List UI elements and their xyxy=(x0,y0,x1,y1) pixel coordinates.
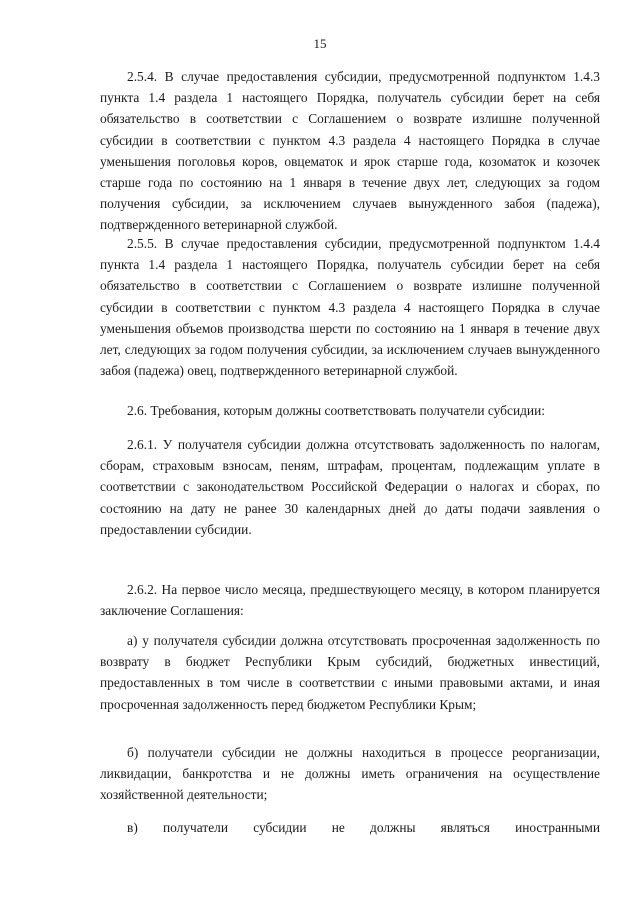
paragraph-2-6: 2.6. Требования, которым должны соответствовать получатели субсидии: xyxy=(127,403,545,418)
paragraph-2-5-5: 2.5.5. В случае предоставления субсидии, предусмотренной подпунктом 1.4.4 пункта 1.4 раздела 1 настоящего Порядка, получатель субсидии берет на себя обязательство в соответствии с Соглашением о возврате излишне полученной субсидии в соответствии с пунктом 4.3 раздела 4 настоящего Порядка в случае уменьшения объемов производства шерсти по состоянию на 1 января в течение двух лет, следующих за годом получения субсидии, за исключением случаев вынужденного забоя (падежа) овец, подтвержденного ветеринарной службой. xyxy=(100,236,600,379)
paragraph-2-6-1: 2.6.1. У получателя субсидии должна отсутствовать задолженность по налогам, сборам, страховым взносам, пеням, штрафам, процентам, подлежащим уплате в соответствии с законодательством Российской Федерации о налогах и сборах, по состоянию на дату не ранее 30 календарных дней до даты подачи заявления о предоставлении субсидии. xyxy=(100,437,600,537)
page-number: 15 xyxy=(313,36,327,51)
paragraph-item-v: в) получатели субсидии не должны являться иностранными xyxy=(127,820,600,835)
paragraph-2-5-4: 2.5.4. В случае предоставления субсидии, предусмотренной подпунктом 1.4.3 пункта 1.4 раздела 1 настоящего Порядка, получатель субсидии берет на себя обязательство в соответствии с Соглашением о возврате излишне полученной субсидии в соответствии с пунктом 4.3 раздела 4 настоящего Порядка в случае уменьшения поголовья коров, овцематок и ярок старше года, козоматок и козочек старше года по состоянию на 1 января в течение двух лет, следующих за годом получения субсидии, за исключением случаев вынужденного забоя (падежа), подтвержденного ветеринарной службой. xyxy=(100,69,600,233)
paragraph-item-b: б) получатели субсидии не должны находиться в процессе реорганизации, ликвидации, банкротства и не должны иметь ограничения на осуществление хозяйственной деятельности; xyxy=(100,745,600,803)
paragraph-2-6-2: 2.6.2. На первое число месяца, предшествующего месяцу, в котором планируется заключение Соглашения: xyxy=(100,582,600,619)
paragraph-item-a: а) у получателя субсидии должна отсутствовать просроченная задолженность по возврату в бюджет Республики Крым субсидий, бюджетных инвестиций, предоставленных в том числе в соответствии с иными правовыми актами, и иная просроченная задолженность перед бюджетом Республики Крым; xyxy=(100,633,600,712)
